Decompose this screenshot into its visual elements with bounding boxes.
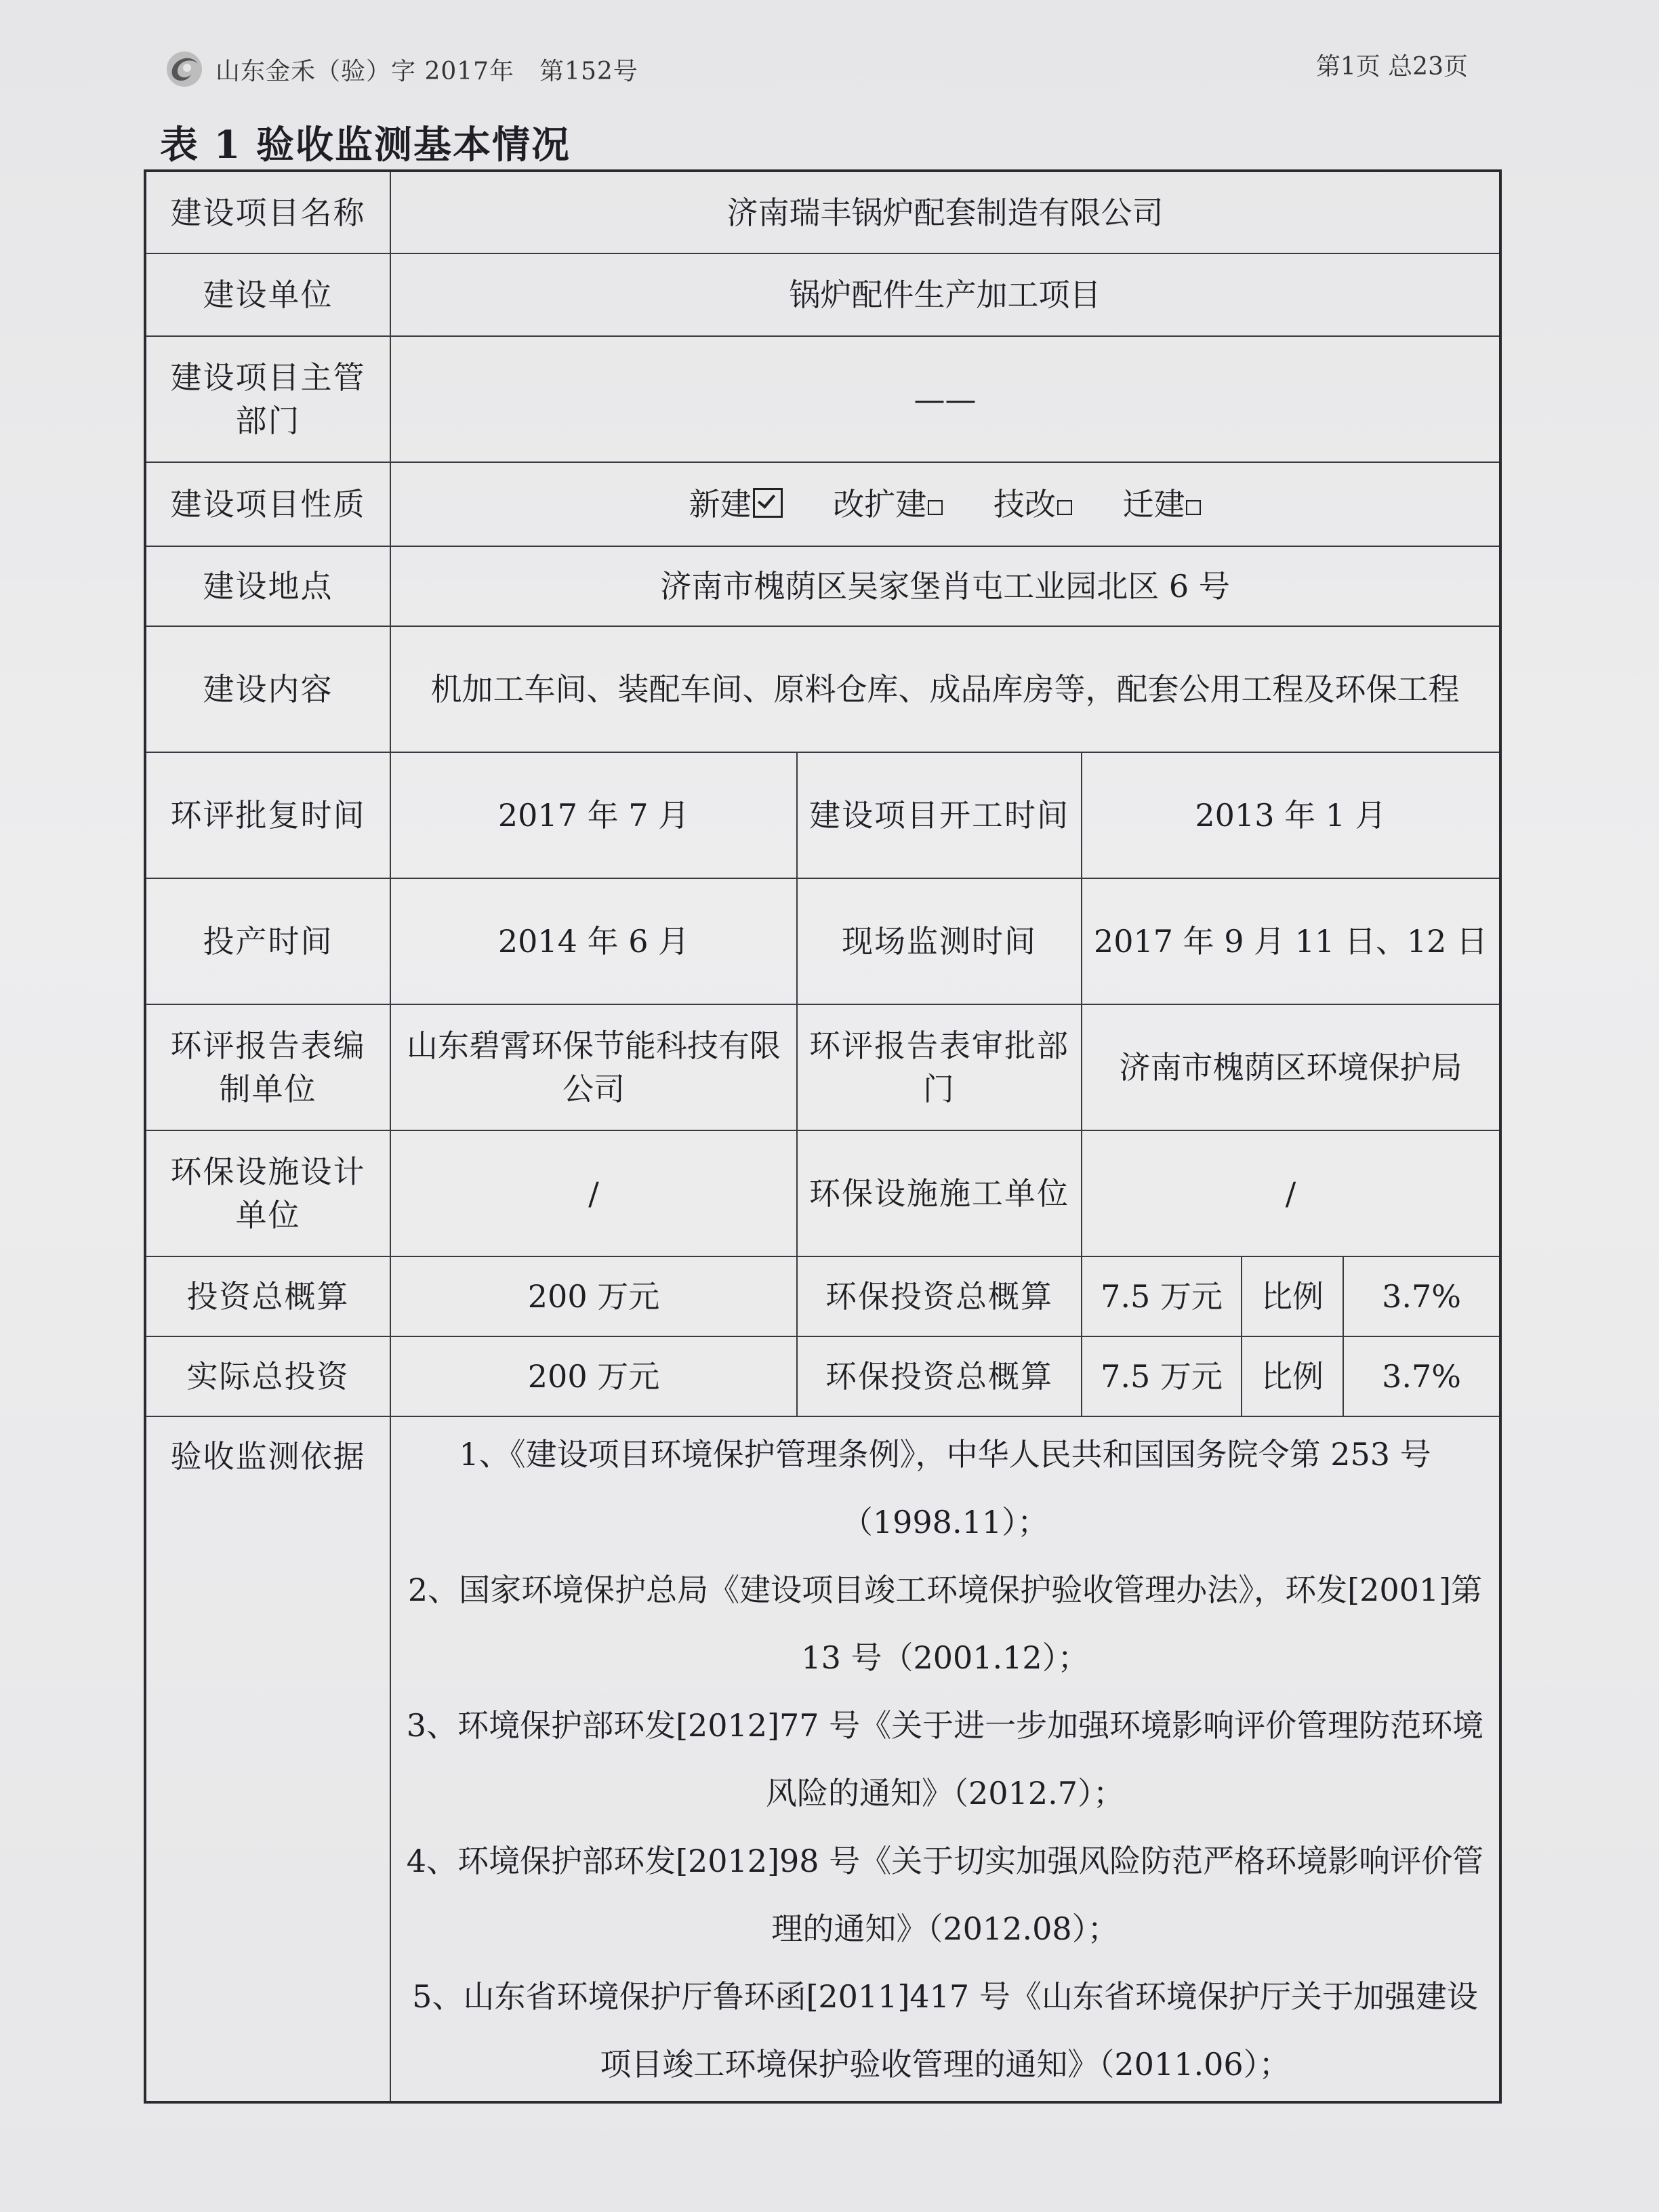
report-approve-label: 环评报告表审批部门 — [797, 1004, 1082, 1130]
table-row — [145, 546, 1500, 626]
nature-option-relocate: 迁建 — [1122, 486, 1201, 523]
production-value: 2014 年 6 月 — [390, 878, 797, 1004]
basis-item: 4、环境保护部环发[2012]98 号《关于切实加强风险防范严格环境影响评价管理的通知》（2012.08）； — [406, 1842, 1484, 1947]
table-row — [145, 462, 1500, 546]
production-label: 投产时间 — [145, 878, 390, 1004]
location-value: 济南市槐荫区吴家堡肖屯工业园北区 6 号 — [390, 546, 1500, 626]
project-name-value: 济南瑞丰锅炉配套制造有限公司 — [390, 171, 1500, 253]
table-row — [145, 336, 1500, 462]
unchecked-box-icon — [928, 500, 943, 515]
invest-label: 投资总概算 — [145, 1256, 390, 1336]
eia-approval-label: 环评批复时间 — [145, 752, 390, 878]
nature-label: 建设项目性质 — [145, 462, 390, 546]
page-info: 第1页 总23页 — [1315, 53, 1468, 81]
page-header-left — [163, 42, 638, 96]
unit-value: 锅炉配件生产加工项目 — [390, 253, 1500, 336]
table-row — [145, 1336, 1500, 1416]
nature-option-tech: 技改 — [994, 486, 1072, 523]
location-label: 建设地点 — [145, 546, 390, 626]
design-label: 环保设施设计单位 — [145, 1130, 390, 1256]
env-invest-label: 环保投资总概算 — [797, 1256, 1082, 1336]
table-row — [145, 1256, 1500, 1336]
authority-value: —— — [390, 336, 1500, 462]
table-row — [145, 171, 1500, 253]
ratio-label-2: 比例 — [1242, 1336, 1343, 1416]
monitor-value: 2017 年 9 月 11 日、12 日 — [1082, 878, 1500, 1004]
construct-value: / — [1082, 1130, 1500, 1256]
nature-option-new: 新建 — [689, 486, 783, 523]
table-row — [145, 1416, 1500, 2102]
eia-approval-value: 2017 年 7 月 — [390, 752, 797, 878]
env-invest-value: 7.5 万元 — [1082, 1256, 1242, 1336]
basis-item: 5、山东省环境保护厅鲁环函[2011]417 号《山东省环境保护厅关于加强建设项目竣工环境保护验收管理的通知》（2011.06）； — [412, 1978, 1478, 2083]
content-label: 建设内容 — [145, 626, 390, 752]
actual-invest-label: 实际总投资 — [145, 1336, 390, 1416]
doc-number: 山东金禾（验）字 2017年 第152号 — [216, 57, 638, 85]
table-row — [145, 1130, 1500, 1256]
basis-list — [390, 1416, 1500, 2102]
ratio-label: 比例 — [1242, 1256, 1343, 1336]
authority-label: 建设项目主管部门 — [145, 336, 390, 462]
basis-item: 3、环境保护部环发[2012]77 号《关于进一步加强环境影响评价管理防范环境风险的通知》（2012.7）； — [406, 1706, 1484, 1811]
report-unit-label: 环评报告表编制单位 — [145, 1004, 390, 1130]
unchecked-box-icon — [1057, 500, 1072, 515]
table-row — [145, 253, 1500, 336]
monitor-label: 现场监测时间 — [797, 878, 1082, 1004]
actual-invest-value: 200 万元 — [390, 1336, 797, 1416]
env-invest-label-2: 环保投资总概算 — [797, 1336, 1082, 1416]
basis-item: 1、《建设项目环境保护管理条例》，中华人民共和国国务院令第 253 号（1998.11）； — [459, 1435, 1431, 1540]
ratio-value-2: 3.7% — [1343, 1336, 1500, 1416]
content-value: 机加工车间、装配车间、原料仓库、成品库房等，配套公用工程及环保工程 — [390, 626, 1500, 752]
ratio-value: 3.7% — [1343, 1256, 1500, 1336]
start-value: 2013 年 1 月 — [1082, 752, 1500, 878]
report-approve-value: 济南市槐荫区环境保护局 — [1082, 1004, 1500, 1130]
start-label: 建设项目开工时间 — [797, 752, 1082, 878]
checked-box-icon — [753, 488, 783, 518]
nature-option-expand: 改扩建 — [833, 486, 943, 523]
table-row — [145, 626, 1500, 752]
project-name-label: 建设项目名称 — [145, 171, 390, 253]
company-logo-icon — [163, 47, 206, 91]
unit-label: 建设单位 — [145, 253, 390, 336]
design-value: / — [390, 1130, 797, 1256]
basic-info-table — [144, 169, 1502, 2104]
construct-label: 环保设施施工单位 — [797, 1130, 1082, 1256]
table-row — [145, 1004, 1500, 1130]
basis-label: 验收监测依据 — [145, 1416, 390, 2102]
table-row — [145, 752, 1500, 878]
invest-value: 200 万元 — [390, 1256, 797, 1336]
table-title: 表 1 验收监测基本情况 — [160, 123, 571, 167]
table-row — [145, 878, 1500, 1004]
unchecked-box-icon — [1186, 500, 1201, 515]
basis-item: 2、国家环境保护总局《建设项目竣工环境保护验收管理办法》，环发[2001]第 13 号（2001.12）； — [407, 1571, 1483, 1676]
report-unit-value: 山东碧霄环保节能科技有限公司 — [390, 1004, 797, 1130]
env-invest-value-2: 7.5 万元 — [1082, 1336, 1242, 1416]
nature-options — [390, 462, 1500, 546]
